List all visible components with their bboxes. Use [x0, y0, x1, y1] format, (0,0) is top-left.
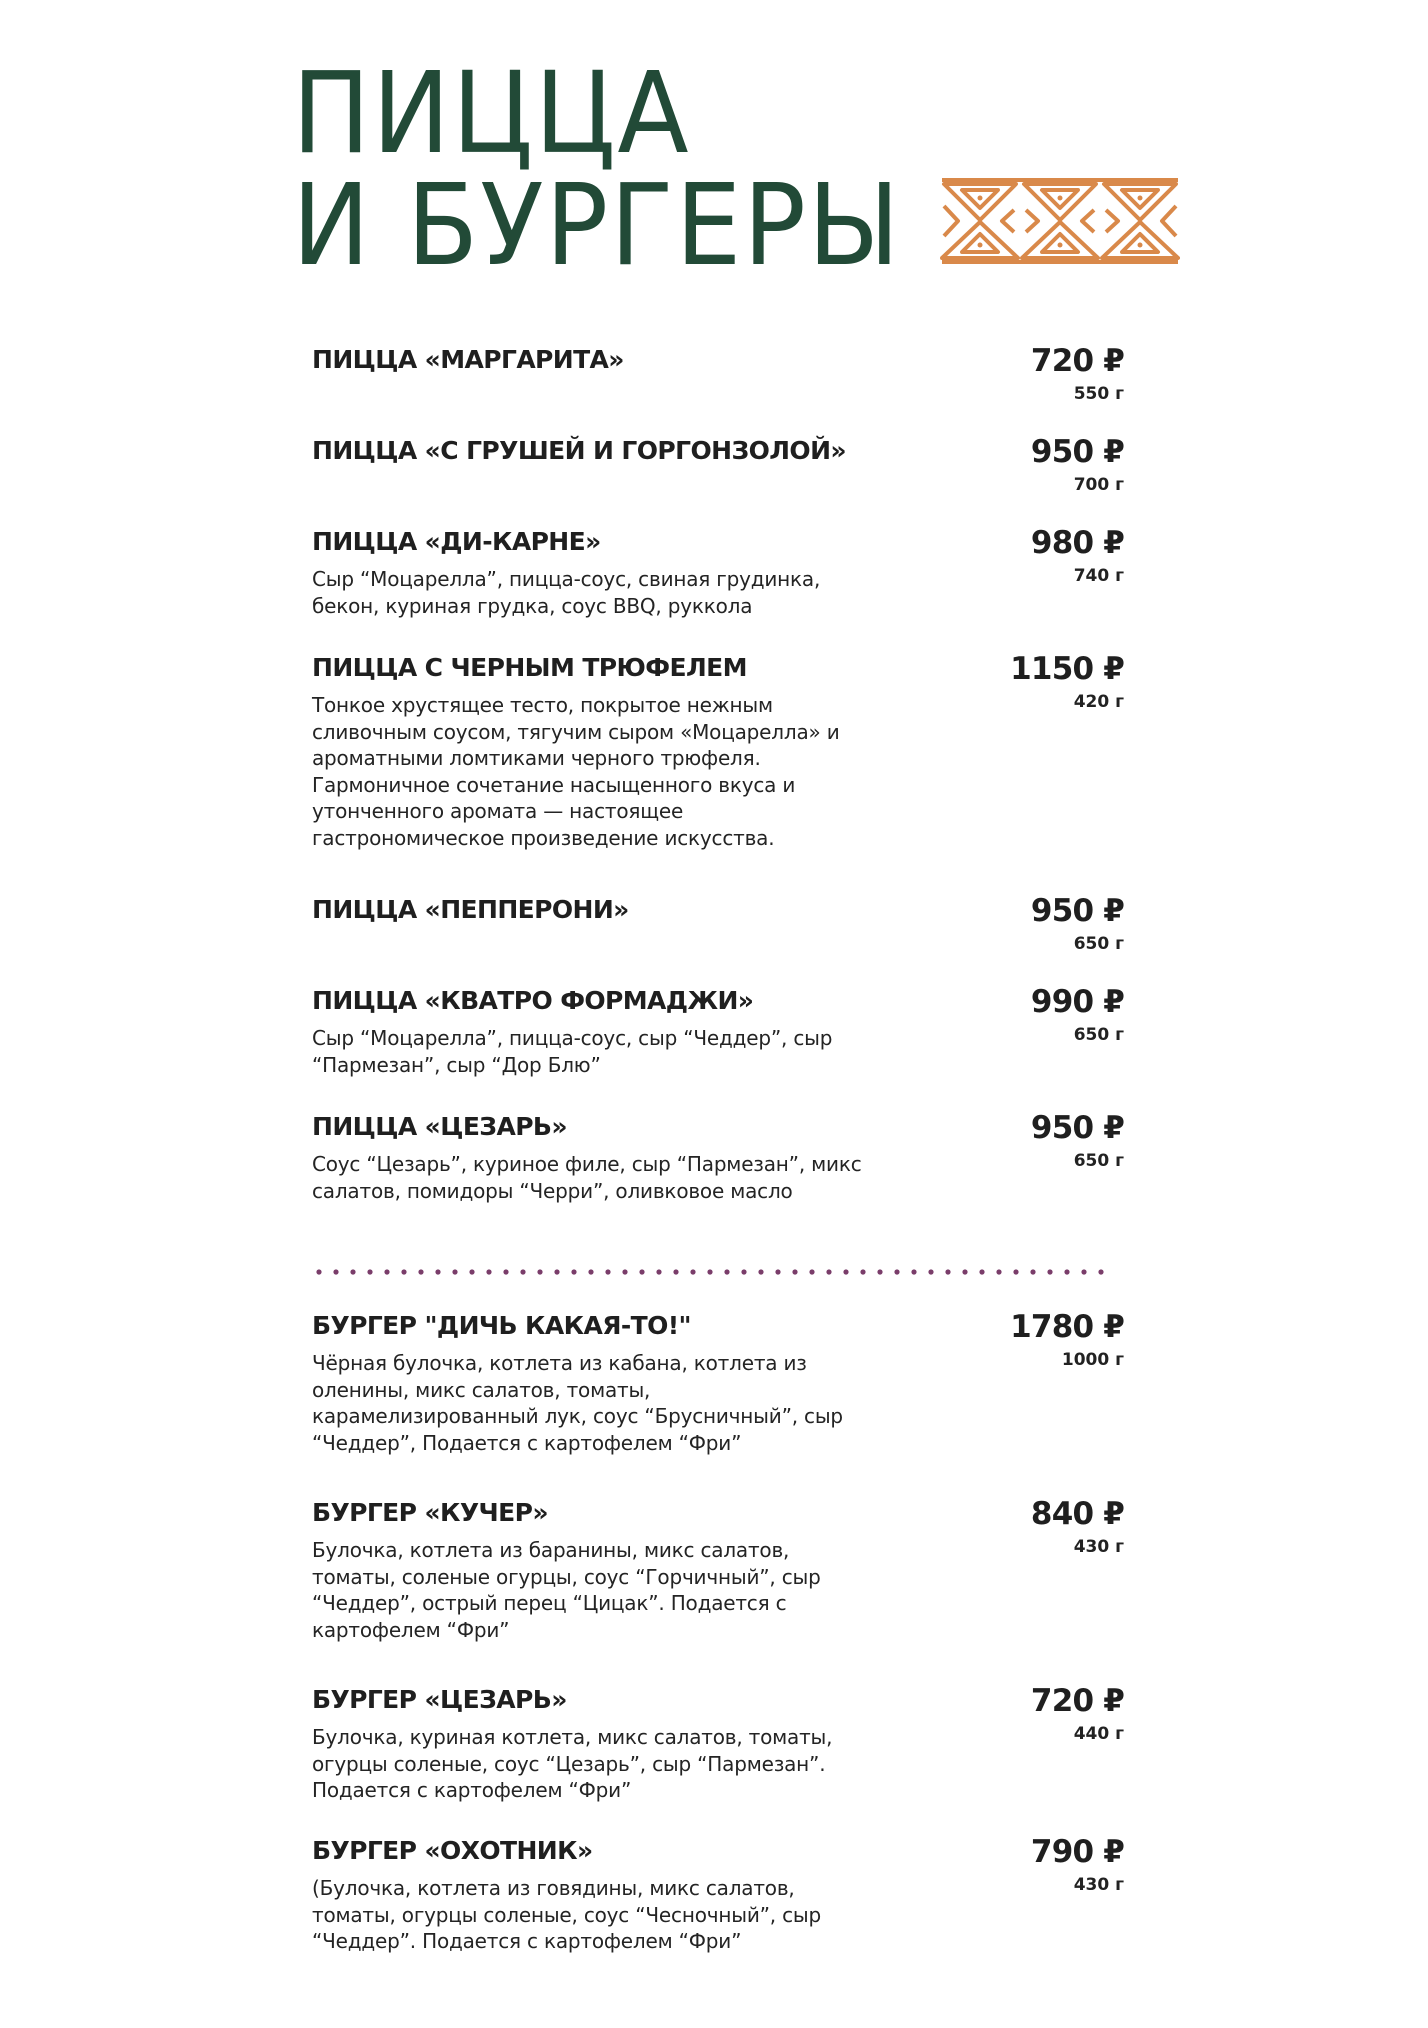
divider-dot: [1030, 1269, 1035, 1274]
item-name: БУРГЕР "ДИЧЬ КАКАЯ-ТО!": [312, 1311, 691, 1340]
divider-dot: [350, 1269, 355, 1274]
item-price: 980 ₽: [1030, 525, 1124, 561]
item-weight: 1000 г: [1061, 1350, 1124, 1370]
divider-dot: [554, 1269, 559, 1274]
divider-dot: [945, 1269, 950, 1274]
menu-item: [312, 526, 1124, 619]
menu-item: [312, 1835, 1124, 1955]
divider-dot: [911, 1269, 916, 1274]
menu-item: [312, 985, 1124, 1078]
divider-dot: [843, 1269, 848, 1274]
item-description: Сыр “Моцарелла”, пицца-соус, сыр “Чеддер”, сыр “Пармезан”, сыр “Дор Блю”: [312, 1026, 833, 1077]
item-price: 990 ₽: [1030, 984, 1124, 1020]
divider-dot: [605, 1269, 610, 1274]
divider-dot: [1047, 1269, 1052, 1274]
item-name: ПИЦЦА «КВАТРО ФОРМАДЖИ»: [312, 986, 754, 1015]
divider-dot: [656, 1269, 661, 1274]
menu-item: [312, 1310, 1124, 1456]
item-price: 790 ₽: [1030, 1834, 1124, 1870]
divider-dot: [588, 1269, 593, 1274]
divider-dot: [401, 1269, 406, 1274]
divider-dot: [520, 1269, 525, 1274]
item-price: 1150 ₽: [1010, 651, 1124, 687]
divider-dot: [1098, 1269, 1103, 1274]
item-weight: 430 г: [1073, 1537, 1124, 1557]
item-price: 720 ₽: [1030, 1683, 1124, 1719]
triangle-pattern-icon: [940, 176, 1180, 266]
item-name: ПИЦЦА С ЧЕРНЫМ ТРЮФЕЛЕМ: [312, 653, 747, 682]
menu-item: [312, 1684, 1124, 1804]
dotted-divider: [316, 1268, 1116, 1276]
divider-dot: [996, 1269, 1001, 1274]
divider-dot: [962, 1269, 967, 1274]
item-description: Тонкое хрустящее тесто, покрытое нежным сливочным соусом, тягучим сыром «Моцарелла» и ароматными ломтиками черного трюфеля. Гармоничное сочетание насыщенного вкуса и утонченного аромата — настоящее гастрономическое произведение искусства.: [312, 693, 840, 850]
item-description: Булочка, куриная котлета, микс салатов, томаты, огурцы соленые, соус “Цезарь”, сыр “Пармезан”. Подается с картофелем “Фри”: [312, 1725, 833, 1802]
menu-item: [312, 1497, 1124, 1643]
item-price: 1780 ₽: [1010, 1309, 1124, 1345]
menu-item: [312, 434, 1124, 495]
divider-dot: [741, 1269, 746, 1274]
divider-dot: [435, 1269, 440, 1274]
item-weight: 430 г: [1073, 1875, 1124, 1895]
divider-dot: [384, 1269, 389, 1274]
item-weight: 650 г: [1073, 934, 1124, 954]
divider-dot: [452, 1269, 457, 1274]
divider-dot: [928, 1269, 933, 1274]
divider-dot: [707, 1269, 712, 1274]
item-description: (Булочка, котлета из говядины, микс салатов, томаты, огурцы соленые, соус “Чесночный”, сыр “Чеддер”. Подается с картофелем “Фри”: [312, 1876, 821, 1953]
item-weight: 440 г: [1073, 1724, 1124, 1744]
divider-dot: [724, 1269, 729, 1274]
item-weight: 550 г: [1073, 384, 1124, 404]
item-weight: 740 г: [1073, 566, 1124, 586]
item-name: ПИЦЦА «ДИ-КАРНЕ»: [312, 527, 601, 556]
menu-item: [312, 652, 1124, 851]
item-weight: 650 г: [1073, 1151, 1124, 1171]
divider-dot: [979, 1269, 984, 1274]
divider-dot: [333, 1269, 338, 1274]
item-name: БУРГЕР «КУЧЕР»: [312, 1498, 548, 1527]
page-title: [292, 49, 947, 291]
divider-dot: [537, 1269, 542, 1274]
divider-dot: [673, 1269, 678, 1274]
item-price: 950 ₽: [1030, 893, 1124, 929]
menu-item: [312, 1111, 1124, 1204]
item-name: БУРГЕР «ОХОТНИК»: [312, 1836, 593, 1865]
divider-dot: [690, 1269, 695, 1274]
item-name: ПИЦЦА «ЦЕЗАРЬ»: [312, 1112, 567, 1141]
divider-dot: [469, 1269, 474, 1274]
divider-dot: [809, 1269, 814, 1274]
item-price: 950 ₽: [1030, 1110, 1124, 1146]
item-price: 720 ₽: [1030, 343, 1124, 379]
item-name: БУРГЕР «ЦЕЗАРЬ»: [312, 1685, 567, 1714]
item-price: 950 ₽: [1030, 434, 1124, 470]
divider-dot: [775, 1269, 780, 1274]
item-description: Соус “Цезарь”, куриное филе, сыр “Пармезан”, микс салатов, помидоры “Черри”, оливковое масло: [312, 1152, 862, 1203]
divider-dot: [486, 1269, 491, 1274]
item-description: Булочка, котлета из баранины, микс салатов, томаты, соленые огурцы, соус “Горчичный”, сыр “Чеддер”, острый перец “Цицак”. Подается с картофелем “Фри”: [312, 1538, 821, 1642]
item-price: 840 ₽: [1030, 1496, 1124, 1532]
page-title-line-2: И БУРГЕРЫ: [292, 161, 902, 291]
divider-dot: [418, 1269, 423, 1274]
item-weight: 420 г: [1073, 692, 1124, 712]
menu-item: [312, 343, 1124, 404]
divider-dot: [622, 1269, 627, 1274]
item-name: ПИЦЦА «ПЕППЕРОНИ»: [312, 895, 629, 924]
page-title-line-1: ПИЦЦА: [292, 49, 691, 179]
divider-dot: [503, 1269, 508, 1274]
item-description: Чёрная булочка, котлета из кабана, котлета из оленины, микс салатов, томаты, карамелизированный лук, соус “Брусничный”, сыр “Чеддер”, Подается с картофелем “Фри”: [312, 1351, 843, 1455]
divider-dot: [1013, 1269, 1018, 1274]
divider-dot: [1064, 1269, 1069, 1274]
item-weight: 650 г: [1073, 1025, 1124, 1045]
divider-dot: [367, 1269, 372, 1274]
item-name: ПИЦЦА «С ГРУШЕЙ И ГОРГОНЗОЛОЙ»: [312, 436, 846, 465]
item-weight: 700 г: [1073, 475, 1124, 495]
divider-dot: [860, 1269, 865, 1274]
divider-dot: [826, 1269, 831, 1274]
item-name: ПИЦЦА «МАРГАРИТА»: [312, 345, 624, 374]
divider-dot: [894, 1269, 899, 1274]
divider-dot: [758, 1269, 763, 1274]
divider-dot: [571, 1269, 576, 1274]
divider-dot: [1081, 1269, 1086, 1274]
menu-item: [312, 893, 1124, 954]
divider-dot: [639, 1269, 644, 1274]
divider-dot: [877, 1269, 882, 1274]
divider-dot: [316, 1269, 321, 1274]
item-description: Сыр “Моцарелла”, пицца-соус, свиная грудинка, бекон, куриная грудка, соус BBQ, руккола: [312, 567, 821, 618]
divider-dot: [792, 1269, 797, 1274]
